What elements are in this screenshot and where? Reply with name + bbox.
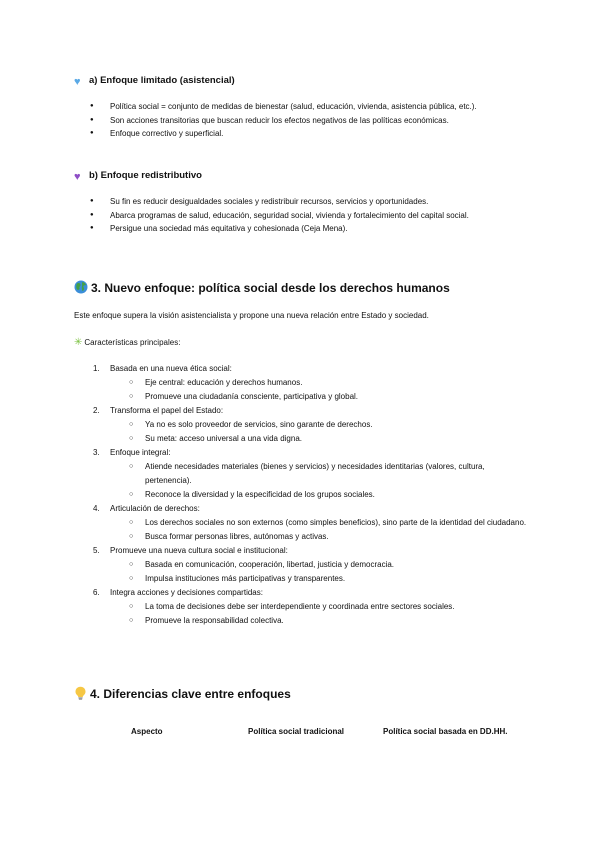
features-heading <box>74 337 180 348</box>
globe-icon <box>74 280 88 294</box>
list-item: ● Su fin es reducir desigualdades sociales y redistribuir recursos, servicios y oportunidades. <box>90 195 530 209</box>
item-number: 4. <box>93 504 100 513</box>
features-title: Características principales: <box>84 338 181 347</box>
list-item <box>93 586 533 628</box>
item-label: Enfoque integral: <box>110 448 171 457</box>
list-item <box>93 502 533 544</box>
sub-item: ○ Promueve la responsabilidad colectiva. <box>110 614 533 628</box>
table-header-tradicional: Política social tradicional <box>248 727 345 736</box>
blue-heart-icon: ♥ <box>74 76 81 88</box>
item-number: 3. <box>93 448 100 457</box>
item-label: Articulación de derechos: <box>110 504 200 513</box>
list-item <box>93 362 533 404</box>
sub-item: ○ Busca formar personas libres, autónomas y activas. <box>110 530 533 544</box>
sub-item: ○ La toma de decisiones debe ser interdependiente y coordinada entre sectores sociales. <box>110 600 533 614</box>
list-item: ● Política social = conjunto de medidas de bienestar (salud, educación, vivienda, asistencia pública, etc.). <box>90 100 530 114</box>
sub-item: ○ Su meta: acceso universal a una vida digna. <box>110 432 533 446</box>
item-label: Transforma el papel del Estado: <box>110 406 224 415</box>
section-b-heading <box>74 170 202 184</box>
section-a-heading <box>74 75 235 89</box>
section-a-list <box>90 100 530 141</box>
sub-item: ○ Promueve una ciudadanía consciente, participativa y global. <box>110 390 533 404</box>
section-a-title: a) Enfoque limitado (asistencial) <box>89 75 235 86</box>
item-number: 1. <box>93 364 100 373</box>
sub-item: ○ Atiende necesidades materiales (bienes y servicios) y necesidades identitarias (valores, cultura, pertenencia). <box>110 460 533 488</box>
item-number: 5. <box>93 546 100 555</box>
section-b-list <box>90 195 530 236</box>
list-item <box>93 446 533 502</box>
item-number: 2. <box>93 406 100 415</box>
section-3-title: 3. Nuevo enfoque: política social desde los derechos humanos <box>91 281 450 295</box>
sub-item: ○ Los derechos sociales no son externos (como simples beneficios), sino parte de la identidad del ciudadano. <box>110 516 533 530</box>
list-item <box>93 404 533 446</box>
item-label: Integra acciones y decisiones compartidas: <box>110 588 263 597</box>
table-header-aspecto: Aspecto <box>131 727 163 736</box>
list-item: ● Son acciones transitorias que buscan reducir los efectos negativos de las políticas económicas. <box>90 114 530 128</box>
item-number: 6. <box>93 588 100 597</box>
list-item <box>93 544 533 586</box>
sub-item: ○ Impulsa instituciones más participativas y transparentes. <box>110 572 533 586</box>
sub-item: ○ Eje central: educación y derechos humanos. <box>110 376 533 390</box>
list-item: ● Abarca programas de salud, educación, seguridad social, vivienda y fortalecimiento del capital social. <box>90 209 530 223</box>
section-3-intro: Este enfoque supera la visión asistencialista y propone una nueva relación entre Estado y sociedad. <box>74 311 429 320</box>
lightbulb-icon <box>74 686 87 700</box>
features-list <box>93 362 533 628</box>
sub-item: ○ Reconoce la diversidad y la especificidad de los grupos sociales. <box>110 488 533 502</box>
section-4-title: 4. Diferencias clave entre enfoques <box>90 687 291 701</box>
sub-item: ○ Basada en comunicación, cooperación, libertad, justicia y democracia. <box>110 558 533 572</box>
sub-item: ○ Ya no es solo proveedor de servicios, sino garante de derechos. <box>110 418 533 432</box>
item-label: Basada en una nueva ética social: <box>110 364 232 373</box>
section-3-heading <box>74 280 450 295</box>
list-item: ● Enfoque correctivo y superficial. <box>90 127 530 141</box>
item-label: Promueve una nueva cultura social e institucional: <box>110 546 288 555</box>
table-header-ddhh: Política social basada en DD.HH. <box>383 727 508 736</box>
sparkle-icon: ✳ <box>74 337 83 348</box>
section-b-title: b) Enfoque redistributivo <box>89 170 202 181</box>
list-item: ● Persigue una sociedad más equitativa y cohesionada (Ceja Mena). <box>90 222 530 236</box>
section-4-heading <box>74 686 291 701</box>
purple-heart-icon: ♥ <box>74 171 81 183</box>
